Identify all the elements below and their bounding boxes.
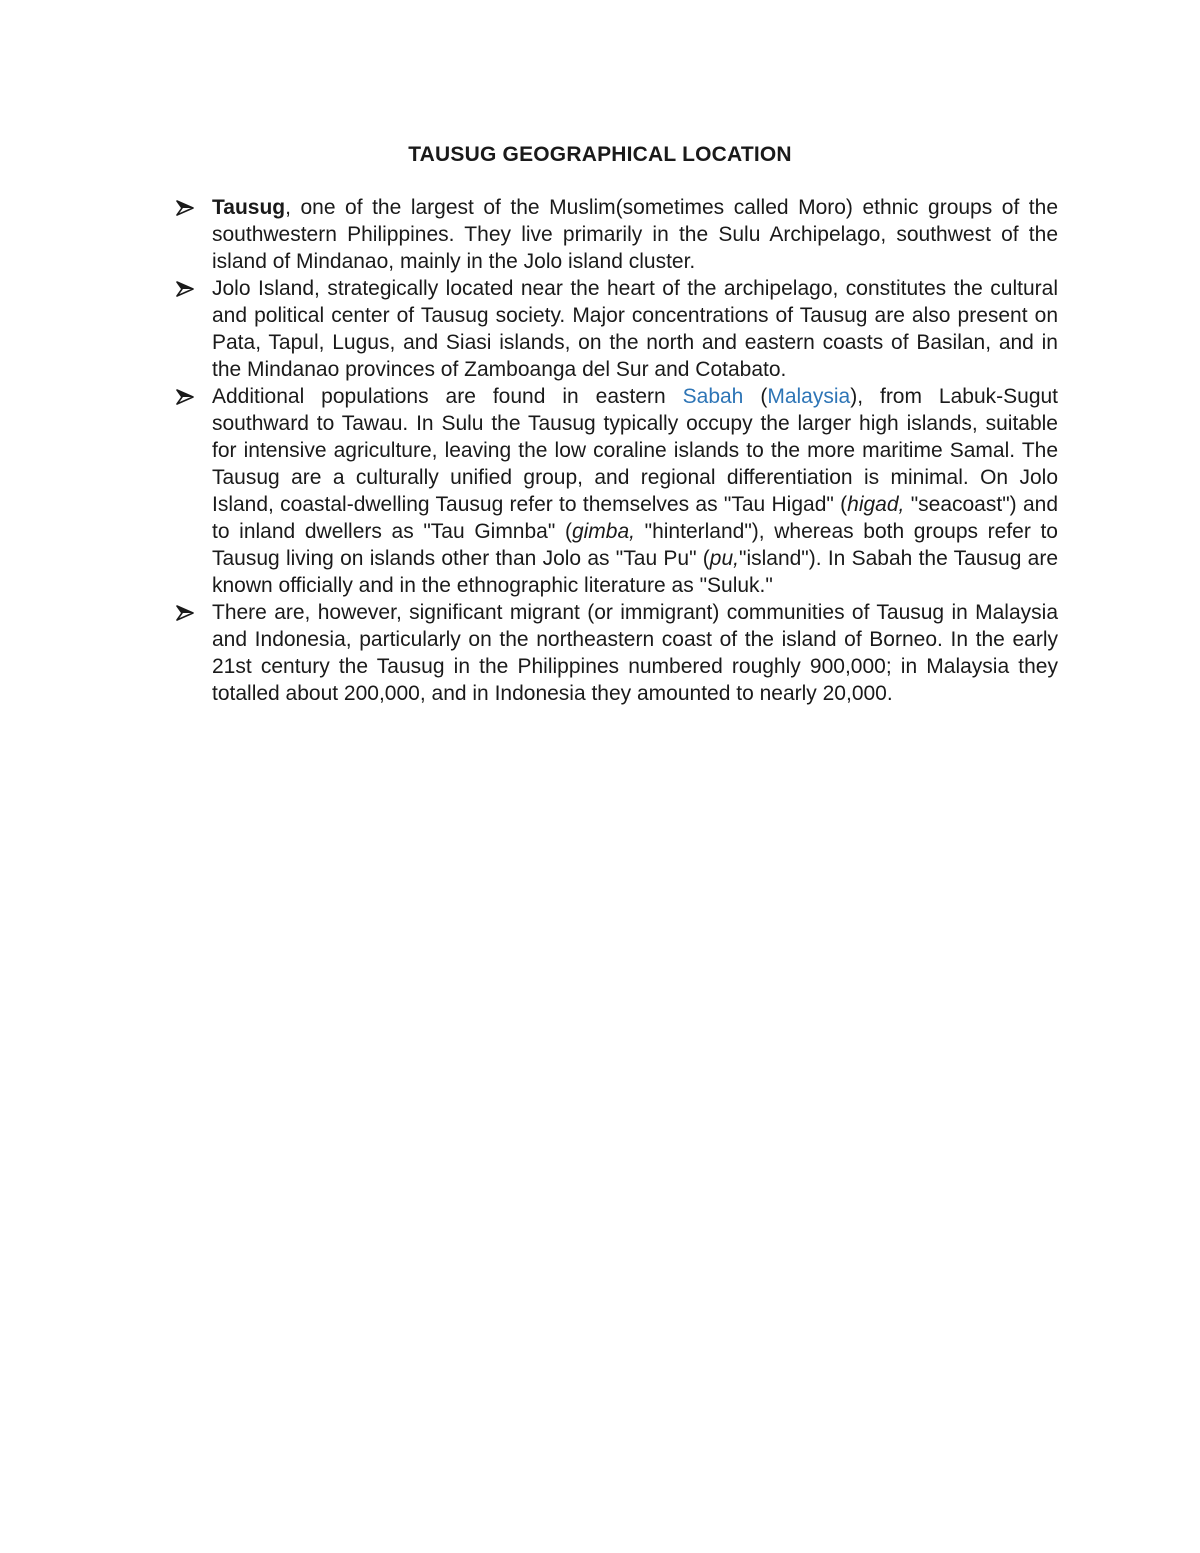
paragraph-text: Additional populations are found in eastern <box>212 385 683 408</box>
list-item <box>176 383 1058 599</box>
term-higad: higad, <box>847 493 905 516</box>
term-tausug: Tausug <box>212 196 286 219</box>
list-item <box>176 194 1058 275</box>
term-gimba: gimba, <box>571 520 635 543</box>
arrowhead-bullet-icon <box>176 389 194 405</box>
term-pu: pu, <box>709 547 739 570</box>
malaysia-link[interactable]: Malaysia <box>767 385 851 408</box>
list-item <box>176 599 1058 707</box>
paragraph-text: "island"). In Sabah the Tausug are known officially and in the ethnographic literature as "Suluk." <box>212 547 1059 597</box>
list-item <box>176 275 1058 383</box>
paragraph-text: "seacoast") and to inland dwellers as "Tau Gimnba" ( <box>212 493 1058 543</box>
paragraph-text: , one of the largest of the Muslim(sometimes called Moro) ethnic groups of the southwestern Philippines. They live primarily in the Sulu Archipelago, southwest of the island of Mindanao, mainly in the Jolo island cluster. <box>212 196 1058 273</box>
paragraph-text: There are, however, significant migrant (or immigrant) communities of Tausug in Malaysia and Indonesia, particularly on the northeastern coast of the island of Borneo. In the early 21st century the Tausug in the Philippines numbered roughly 900,000; in Malaysia they totalled about 200,000, and in Indonesia they amounted to nearly 20,000. <box>212 601 1058 705</box>
arrowhead-bullet-icon <box>176 281 194 297</box>
paragraph-text: ( <box>743 385 768 408</box>
paragraph-text: ), from Labuk-Sugut southward to Tawau. In Sulu the Tausug typically occupy the larger high islands, suitable for intensive agriculture, leaving the low coraline islands to the more maritime Samal. The Tausug are a culturally unified group, and regional differentiation is minimal. On Jolo Island, coastal-dwelling Tausug refer to themselves as "Tau Higad" ( <box>212 385 1059 516</box>
paragraph-text: Jolo Island, strategically located near the heart of the archipelago, constitutes the cultural and political center of Tausug society. Major concentrations of Tausug are also present on Pata, Tapul, Lugus, and Siasi islands, on the north and eastern coasts of Basilan, and in the Mindanao provinces of Zamboanga del Sur and Cotabato. <box>212 277 1058 381</box>
document-title: TAUSUG GEOGRAPHICAL LOCATION <box>408 143 792 166</box>
sabah-link[interactable]: Sabah <box>682 385 744 408</box>
paragraph-text: "hinterland"), whereas both groups refer to Tausug living on islands other than Jolo as "Tau Pu" ( <box>212 520 1058 570</box>
bullet-list <box>176 194 1058 707</box>
arrowhead-bullet-icon <box>176 200 194 216</box>
arrowhead-bullet-icon <box>176 605 194 621</box>
